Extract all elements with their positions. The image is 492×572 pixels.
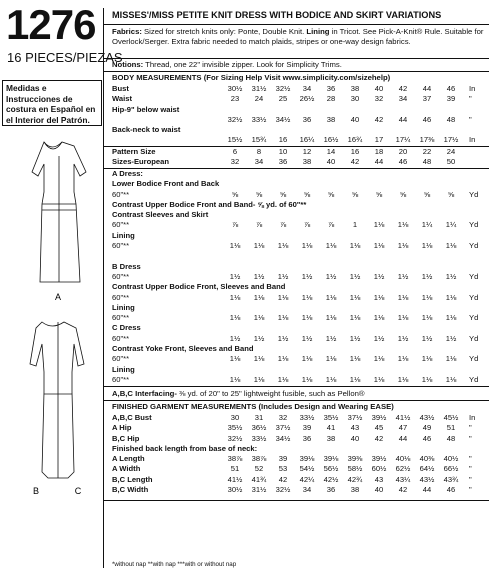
table-cell: 39⅛ (323, 454, 339, 464)
dress-c-label: C (74, 486, 82, 496)
table-cell: ⅝ (399, 189, 407, 199)
unit-label: Yd (469, 333, 479, 343)
table-cell: 16½ (323, 135, 339, 145)
table-cell: 1⅛ (373, 354, 385, 364)
table-cell: 44 (422, 485, 432, 495)
table-cell: ⅝ (375, 189, 383, 199)
table-cell: 56½ (323, 464, 339, 474)
table-cell: 43 (374, 474, 384, 484)
pattern-title: MISSES'/MISS PETITE KNIT DRESS WITH BODICE AND SKIRT VARIATIONS (112, 10, 442, 20)
table-cell: 1⅛ (445, 354, 457, 364)
table-cell: 34 (302, 84, 312, 93)
notions-section: Notions: Thread, one 22" invisible zipper. Look for Simplicity Trims. (112, 60, 342, 69)
row-label: Contrast Upper Bodice Front and Band- ⅝ yd. of 60"** (112, 199, 307, 209)
table-cell: 41½ (395, 413, 411, 422)
table-cell: 40 (350, 433, 360, 443)
table-cell: 1⅛ (229, 313, 241, 323)
table-cell: ⅝ (327, 189, 335, 199)
divider (104, 400, 489, 401)
table-cell: 1⅛ (397, 241, 409, 251)
table-cell: 48 (446, 114, 456, 124)
row-label: Contrast Sleeves and Skirt (112, 210, 209, 220)
row-label: B,C Width (112, 485, 149, 495)
table-cell: 36½ (251, 423, 267, 433)
table-cell: 39⅜ (347, 454, 363, 464)
table-cell: 6 (232, 147, 238, 156)
row-label: 60"** (112, 241, 130, 251)
table-cell: 44 (398, 114, 408, 124)
table-cell: 33½ (299, 413, 315, 422)
table-cell: 1½ (445, 333, 457, 343)
table-cell: 18 (374, 147, 384, 156)
table-cell: ⅝ (231, 189, 239, 199)
table-cell: 37½ (275, 423, 291, 433)
table-cell: 34 (398, 94, 408, 104)
table-cell: 42¾ (347, 474, 363, 484)
body-measurements-title: BODY MEASUREMENTS (For Sizing Help Visit www.simplicity.com/sizehelp) (112, 73, 391, 82)
table-cell: 1⅛ (349, 292, 361, 302)
pattern-number: 1276 (6, 1, 96, 48)
table-cell: 1⅛ (229, 241, 241, 251)
unit-label: Yd (469, 292, 479, 302)
table-cell: 31½ (251, 84, 267, 93)
table-cell: 38 (326, 114, 336, 124)
table-cell: 12 (302, 147, 312, 156)
table-cell: 43¾ (443, 474, 459, 484)
table-cell: 36 (302, 433, 312, 443)
table-cell: 1½ (421, 271, 433, 281)
divider (104, 58, 489, 59)
table-cell: 1⅛ (277, 292, 289, 302)
table-cell: 32 (374, 94, 384, 104)
unit-label: " (469, 485, 472, 495)
interfacing-section: A,B,C Interfacing- ⅜ yd. of 20" to 25" lightweight fusible, such as Pellon® (112, 389, 365, 398)
row-label: 60"** (112, 292, 130, 302)
table-cell: ⅞ (327, 220, 335, 230)
row-label: 60"** (112, 354, 130, 364)
table-cell: 1⅛ (325, 374, 337, 384)
table-cell: 34½ (275, 114, 291, 124)
unit-label: Yd (469, 354, 479, 364)
table-cell: 1⅛ (445, 313, 457, 323)
table-cell: 36 (278, 157, 288, 167)
table-cell: 32½ (227, 114, 243, 124)
table-cell: 8 (256, 147, 262, 156)
row-label: A,B,C Bust (112, 413, 152, 422)
unit-label: Yd (469, 189, 479, 199)
table-cell: 51 (230, 464, 240, 474)
table-cell: 42 (374, 114, 384, 124)
table-cell: 64½ (419, 464, 435, 474)
table-cell: 42½ (323, 474, 339, 484)
row-label: B,C Hip (112, 433, 140, 443)
row-label: Hip-9" below waist (112, 104, 180, 114)
unit-label: Yd (469, 271, 479, 281)
table-cell: 42¼ (299, 474, 315, 484)
row-label: Contrast Yoke Front, Sleeves and Band (112, 344, 254, 354)
table-cell: 1⅛ (277, 241, 289, 251)
table-cell: 62½ (395, 464, 411, 474)
dress-b-c-back (30, 322, 84, 478)
table-cell: 39 (278, 454, 288, 464)
table-cell: 46 (422, 114, 432, 124)
table-cell: 37 (422, 94, 432, 104)
unit-label: " (469, 454, 472, 464)
table-cell: 1⅛ (349, 354, 361, 364)
table-cell: 1¼ (445, 220, 457, 230)
table-cell: 1½ (253, 271, 265, 281)
table-cell: 40½ (443, 454, 459, 464)
table-cell: 1½ (325, 333, 337, 343)
table-cell: 39½ (371, 454, 387, 464)
unit-label: " (469, 474, 472, 484)
divider (104, 500, 489, 501)
table-cell: ⅞ (279, 220, 287, 230)
table-cell: ⅝ (255, 189, 263, 199)
table-cell: 15½ (227, 135, 243, 145)
table-cell: 40 (350, 114, 360, 124)
table-cell: 16¾ (347, 135, 363, 145)
table-cell: 1½ (373, 271, 385, 281)
row-label: Lining (112, 364, 135, 374)
table-cell: 1⅛ (421, 374, 433, 384)
table-cell: ⅝ (423, 189, 431, 199)
table-cell: 1½ (325, 271, 337, 281)
table-cell: 40⅜ (419, 454, 435, 464)
table-cell: 15¾ (251, 135, 267, 145)
table-cell: 1½ (253, 333, 265, 343)
divider (104, 386, 489, 387)
table-cell: 1⅛ (277, 354, 289, 364)
table-cell: 1⅛ (301, 241, 313, 251)
row-label: 60"** (112, 374, 130, 384)
table-cell: 1⅛ (349, 374, 361, 384)
table-cell: 44 (374, 157, 384, 167)
table-cell: 17 (374, 135, 384, 145)
table-cell: ⅝ (447, 189, 455, 199)
table-cell: 1⅛ (373, 374, 385, 384)
table-cell: 46 (446, 485, 456, 495)
unit-label: In (469, 135, 476, 145)
garment-illustrations (0, 132, 110, 522)
table-cell: ⅝ (279, 189, 287, 199)
table-cell: 38 (350, 485, 360, 495)
unit-label: Yd (469, 241, 479, 251)
row-label: B Dress (112, 261, 141, 271)
table-cell: 32½ (275, 84, 291, 93)
table-cell: 1⅛ (325, 354, 337, 364)
pieces-count: 16 PIECES/PIEZAS (7, 50, 123, 65)
table-cell: 1⅛ (421, 292, 433, 302)
table-cell: 1⅛ (373, 220, 385, 230)
table-cell: 34½ (275, 433, 291, 443)
table-cell: 32½ (275, 485, 291, 495)
table-cell: 33½ (251, 433, 267, 443)
table-cell: 23 (230, 94, 240, 104)
table-cell: 1⅛ (445, 241, 457, 251)
table-cell: 39⅛ (299, 454, 315, 464)
table-cell: 36 (326, 84, 336, 93)
table-cell: 1⅛ (421, 241, 433, 251)
unit-label: " (469, 433, 472, 443)
table-cell: 24 (446, 147, 456, 156)
table-cell: 17⅜ (419, 135, 435, 145)
row-label: C Dress (112, 323, 141, 333)
table-cell: 26½ (299, 94, 315, 104)
row-label: Lining (112, 230, 135, 240)
table-cell: 1⅛ (277, 313, 289, 323)
table-cell: 37½ (347, 413, 363, 422)
table-cell: 33½ (251, 114, 267, 124)
table-cell: 30½ (227, 485, 243, 495)
table-cell: 1½ (229, 333, 241, 343)
table-cell: ⅞ (303, 220, 311, 230)
table-cell: 1½ (301, 333, 313, 343)
finished-measurements-title: FINISHED GARMENT MEASUREMENTS (Includes Design and Wearing EASE) (112, 402, 394, 411)
table-cell: 1⅛ (229, 354, 241, 364)
table-cell: 1½ (373, 333, 385, 343)
table-cell: 40 (374, 485, 384, 495)
row-label: Sizes-European (112, 157, 169, 167)
table-cell: 32 (278, 413, 288, 422)
table-cell: 46 (422, 433, 432, 443)
table-cell: 40 (326, 157, 336, 167)
table-cell: 53 (278, 464, 288, 474)
table-cell: 35½ (323, 413, 339, 422)
table-cell: 34 (254, 157, 264, 167)
table-cell: 28 (326, 94, 336, 104)
row-label: Lower Bodice Front and Back (112, 179, 220, 189)
table-cell: 1½ (301, 271, 313, 281)
table-cell: 36 (326, 485, 336, 495)
table-cell: 47 (398, 423, 408, 433)
table-cell: 54½ (299, 464, 315, 474)
table-cell: 42 (350, 157, 360, 167)
table-cell: ⅞ (255, 220, 263, 230)
table-cell: 1⅛ (325, 241, 337, 251)
row-label: 60"** (112, 271, 130, 281)
table-cell: 1⅛ (373, 292, 385, 302)
row-label: B,C Length (112, 474, 153, 484)
unit-label: Yd (469, 220, 479, 230)
unit-label: " (469, 114, 472, 124)
unit-label: In (469, 413, 476, 422)
row-label: A Length (112, 454, 145, 464)
table-cell: 1½ (229, 271, 241, 281)
table-cell: 1⅛ (253, 292, 265, 302)
table-cell: 1⅛ (397, 292, 409, 302)
table-cell: ⅝ (303, 189, 311, 199)
row-label: 60"** (112, 333, 130, 343)
table-cell: 39½ (371, 413, 387, 422)
table-cell: 1½ (445, 271, 457, 281)
row-label: Finished back length from base of neck: (112, 443, 258, 453)
table-cell: 17¼ (395, 135, 411, 145)
table-cell: 38 (350, 84, 360, 93)
table-cell: 1⅛ (253, 313, 265, 323)
table-cell: 39 (446, 94, 456, 104)
row-label: Pattern Size (112, 147, 156, 156)
row-label: A Width (112, 464, 141, 474)
table-cell: 40 (374, 84, 384, 93)
table-cell: 42 (398, 485, 408, 495)
table-cell: 1½ (421, 333, 433, 343)
table-cell: 42 (374, 433, 384, 443)
row-label: Lining (112, 302, 135, 312)
table-cell: 34 (302, 485, 312, 495)
table-cell: 36 (302, 114, 312, 124)
table-cell: 1½ (277, 271, 289, 281)
table-cell: 16 (350, 147, 360, 156)
table-cell: 1⅛ (397, 354, 409, 364)
row-label: A Hip (112, 423, 132, 433)
table-cell: ⅝ (351, 189, 359, 199)
table-cell: 32 (230, 157, 240, 167)
table-cell: 1⅛ (445, 292, 457, 302)
table-cell: 1⅛ (229, 374, 241, 384)
table-cell: 39 (302, 423, 312, 433)
table-cell: 22 (422, 147, 432, 156)
table-cell: 1⅛ (301, 292, 313, 302)
table-cell: 25 (278, 94, 288, 104)
table-cell: 1⅛ (349, 313, 361, 323)
table-cell: 17½ (443, 135, 459, 145)
table-cell: 1½ (349, 271, 361, 281)
table-cell: 60½ (371, 464, 387, 474)
table-cell: 45 (374, 423, 384, 433)
dress-a-label: A (54, 292, 62, 302)
table-cell: 1⅛ (229, 292, 241, 302)
unit-label: " (469, 94, 472, 104)
table-cell: 42 (278, 474, 288, 484)
table-cell: 42 (398, 84, 408, 93)
table-cell: 20 (398, 147, 408, 156)
table-cell: 43½ (419, 474, 435, 484)
table-cell: 1⅛ (325, 313, 337, 323)
table-cell: 38 (302, 157, 312, 167)
table-cell: 1⅛ (277, 374, 289, 384)
footnote: *without nap **with nap ***with or without nap (112, 561, 237, 568)
table-cell: 52 (254, 464, 264, 474)
row-label: 60"** (112, 189, 130, 199)
row-label: 60"** (112, 313, 130, 323)
table-cell: 58½ (347, 464, 363, 474)
table-cell: 49 (422, 423, 432, 433)
table-cell: 35½ (227, 423, 243, 433)
table-cell: 1¼ (421, 220, 433, 230)
table-cell: 30 (230, 413, 240, 422)
table-cell: 38⅞ (251, 454, 267, 464)
table-cell: 1⅛ (373, 241, 385, 251)
table-cell: 1⅛ (421, 313, 433, 323)
table-cell: 43 (350, 423, 360, 433)
table-cell: 38 (326, 433, 336, 443)
unit-label: Yd (469, 374, 479, 384)
table-cell: 1⅛ (445, 374, 457, 384)
dress-b-label: B (32, 486, 40, 496)
table-cell: 1⅛ (397, 220, 409, 230)
table-cell: 24 (254, 94, 264, 104)
table-cell: 50 (446, 157, 456, 167)
table-cell: 41½ (227, 474, 243, 484)
table-cell: 1⅛ (253, 374, 265, 384)
divider (104, 24, 489, 25)
table-cell: 41¾ (251, 474, 267, 484)
table-cell: 1⅛ (373, 313, 385, 323)
table-cell: 43½ (419, 413, 435, 422)
row-label: Waist (112, 94, 132, 104)
divider (104, 71, 489, 72)
table-cell: 41 (326, 423, 336, 433)
table-cell: 38⅞ (227, 454, 243, 464)
table-cell: 1⅛ (301, 354, 313, 364)
table-cell: 66½ (443, 464, 459, 474)
table-cell: 32½ (227, 433, 243, 443)
row-label: Contrast Upper Bodice Front, Sleeves and Band (112, 282, 286, 292)
table-cell: 1½ (277, 333, 289, 343)
fabrics-section: Fabrics: Sized for stretch knits only: Ponte, Double Knit. Lining in Tricot. See Pick-A-Knit® Rule. Suitable for Overlock/Serger. Extra fabric needed to match plaids, stripes or one-way design fabrics. (112, 27, 484, 47)
table-cell: 44 (422, 84, 432, 93)
table-cell: 1⅛ (253, 241, 265, 251)
table-cell: 16 (278, 135, 288, 145)
dress-a-front (32, 142, 86, 282)
unit-label: " (469, 423, 472, 433)
table-cell: 30½ (227, 84, 243, 93)
table-cell: 48 (446, 433, 456, 443)
row-label: Bust (112, 84, 129, 93)
table-cell: 44 (398, 433, 408, 443)
table-cell: 1⅛ (301, 313, 313, 323)
table-cell: 31½ (251, 485, 267, 495)
table-cell: 1⅛ (397, 313, 409, 323)
table-cell: 1⅛ (325, 292, 337, 302)
table-cell: ⅞ (231, 220, 239, 230)
table-cell: 43¼ (395, 474, 411, 484)
divider (104, 168, 489, 169)
row-label: Back-neck to waist (112, 125, 181, 135)
table-cell: 1⅛ (421, 354, 433, 364)
table-cell: 1 (352, 220, 358, 230)
table-cell: 40⅛ (395, 454, 411, 464)
row-label: A Dress: (112, 169, 143, 178)
spanish-note: Medidas e Instrucciones de costura en Español en el Interior del Patrón. (2, 80, 102, 126)
table-cell: 31 (254, 413, 264, 422)
table-cell: 10 (278, 147, 288, 156)
unit-label: " (469, 464, 472, 474)
unit-label: In (469, 84, 476, 93)
table-cell: 46 (398, 157, 408, 167)
table-cell: 1½ (397, 271, 409, 281)
unit-label: Yd (469, 313, 479, 323)
row-label: 60"** (112, 220, 130, 230)
table-cell: 14 (326, 147, 336, 156)
table-cell: 46 (446, 84, 456, 93)
table-cell: 1⅛ (397, 374, 409, 384)
table-cell: 1½ (349, 333, 361, 343)
table-cell: 1½ (397, 333, 409, 343)
table-cell: 48 (422, 157, 432, 167)
table-cell: 16¼ (299, 135, 315, 145)
table-cell: 1⅛ (349, 241, 361, 251)
table-cell: 30 (350, 94, 360, 104)
table-cell: 1⅛ (301, 374, 313, 384)
table-cell: 1⅛ (253, 354, 265, 364)
table-cell: 51 (446, 423, 456, 433)
table-cell: 45½ (443, 413, 459, 422)
